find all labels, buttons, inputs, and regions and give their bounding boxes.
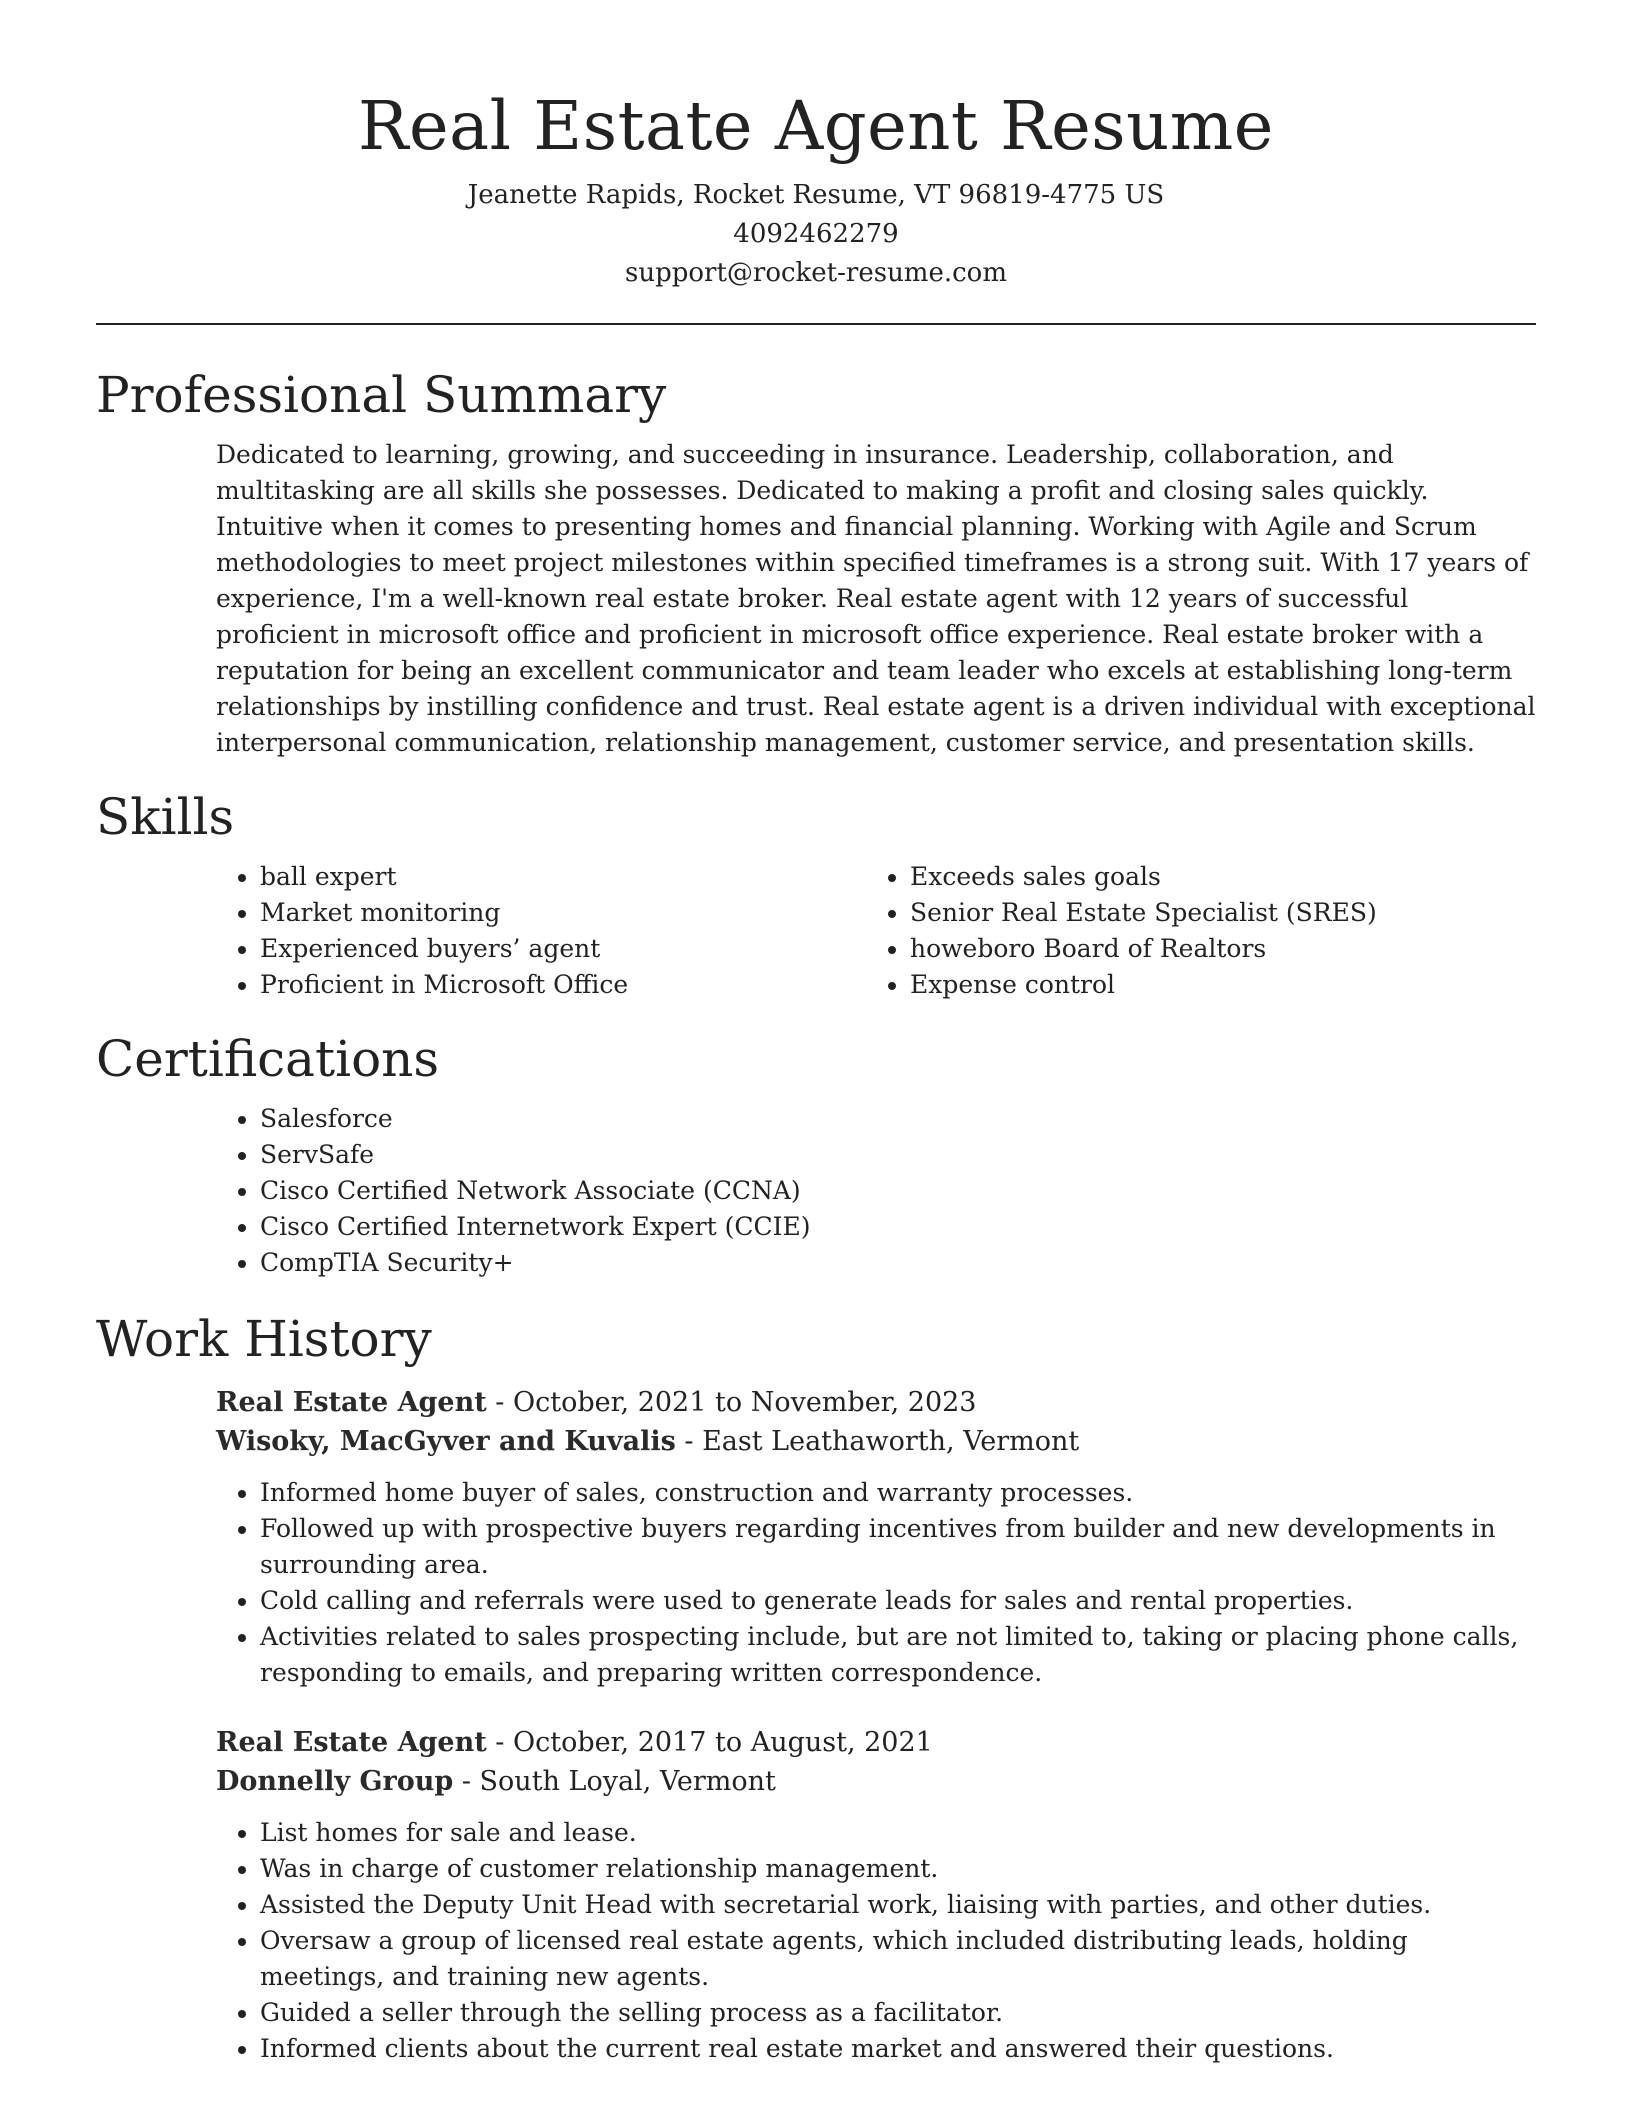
contact-email: support@rocket-resume.com [624, 258, 1007, 288]
skill-item: • ball expert [260, 859, 866, 895]
summary-text: Dedicated to learning, growing, and succeeding in insurance. Leadership, collaboration, and multitasking are all skills she possesses. Dedicated to making a profit and closing sales quickly. Intuitive when it comes to presenting homes and financial planning. Working with Agile and Scrum methodologies to meet project milestones within specified timeframes is a strong suit. With 17 years of experience, I'm a well-known real estate broker. Real estate agent with 12 years of successful proficient in microsoft office and proficient in microsoft office experience. Real estate broker with a reputation for being an excellent communicator and team leader who excels at establishing long-term relationships by instilling confidence and trust. Real estate agent is a driven individual with exceptional interpersonal communication, relationship management, customer service, and presentation skills. [216, 440, 1536, 757]
skills-grid [216, 859, 1536, 1003]
skill-item: • Exceeds sales goals [910, 859, 1516, 895]
job-role: Real Estate Agent [216, 1387, 487, 1418]
job-role: Real Estate Agent [216, 1727, 487, 1758]
job-company: Wisoky, MacGyver and Kuvalis [216, 1426, 676, 1457]
job-company: Donnelly Group [216, 1766, 454, 1797]
header-divider [96, 323, 1536, 325]
job-dates: - October, 2021 to November, 2023 [486, 1387, 977, 1418]
skill-item: • Senior Real Estate Specialist (SRES) [910, 895, 1516, 931]
skill-item: • Market monitoring [260, 895, 866, 931]
resume-header [96, 0, 1536, 293]
resume-page [96, 0, 1536, 2067]
certification-item: • ServSafe [260, 1137, 1536, 1173]
work-history-heading: Work History [96, 1310, 432, 1368]
job-location: - South Loyal, Vermont [453, 1766, 776, 1797]
skills-column-left [216, 859, 866, 1003]
skills-heading: Skills [96, 788, 235, 846]
skill-item: • howeboro Board of Realtors [910, 931, 1516, 967]
contact-address: Jeanette Rapids, Rocket Resume, VT 96819-4775 US [467, 180, 1165, 210]
job-dates: - October, 2017 to August, 2021 [486, 1727, 933, 1758]
skills-column-right [866, 859, 1516, 1003]
job-bullet: • Guided a seller through the selling process as a facilitator. [260, 1995, 1536, 2031]
job-bullet: • Followed up with prospective buyers regarding incentives from builder and new developments in surrounding area. [260, 1511, 1536, 1583]
job-bullet: • Assisted the Deputy Unit Head with secretarial work, liaising with parties, and other duties. [260, 1887, 1536, 1923]
job-company-line [216, 1422, 1536, 1461]
job-bullet: • Cold calling and referrals were used to generate leads for sales and rental properties. [260, 1583, 1536, 1619]
skill-item: • Proficient in Microsoft Office [260, 967, 866, 1003]
contact-block [96, 176, 1536, 293]
job-location: - East Leathaworth, Vermont [675, 1426, 1080, 1457]
skill-item: • Expense control [910, 967, 1516, 1003]
summary-heading: Professional Summary [96, 366, 667, 424]
certification-item: • Salesforce [260, 1101, 1536, 1137]
job-bullet: • Activities related to sales prospecting include, but are not limited to, taking or placing phone calls, responding to emails, and preparing written correspondence. [260, 1619, 1536, 1691]
job-bullet: • Informed clients about the current real estate market and answered their questions. [260, 2031, 1536, 2067]
job-bullet: • Was in charge of customer relationship management. [260, 1851, 1536, 1887]
job-entry [216, 1723, 1536, 2067]
job-role-line [216, 1723, 1536, 1762]
job-company-line [216, 1762, 1536, 1801]
summary-section [96, 365, 1536, 761]
job-role-line [216, 1383, 1536, 1422]
resume-title: Real Estate Agent Resume [358, 87, 1274, 165]
certifications-section [96, 1029, 1536, 1281]
job-entry [216, 1383, 1536, 1691]
certification-item: • CompTIA Security+ [260, 1245, 1536, 1281]
skill-item: • Experienced buyers’ agent [260, 931, 866, 967]
job-bullet: • Oversaw a group of licensed real estate agents, which included distributing leads, holding meetings, and training new agents. [260, 1923, 1536, 1995]
work-history-section [96, 1309, 1536, 2067]
skills-section [96, 787, 1536, 1003]
certifications-heading: Certifications [96, 1030, 440, 1088]
certification-item: • Cisco Certified Network Associate (CCNA) [260, 1173, 1536, 1209]
certification-item: • Cisco Certified Internetwork Expert (CCIE) [260, 1209, 1536, 1245]
job-bullet: • Informed home buyer of sales, construction and warranty processes. [260, 1475, 1536, 1511]
contact-phone: 4092462279 [733, 219, 899, 249]
job-bullet: • List homes for sale and lease. [260, 1815, 1536, 1851]
